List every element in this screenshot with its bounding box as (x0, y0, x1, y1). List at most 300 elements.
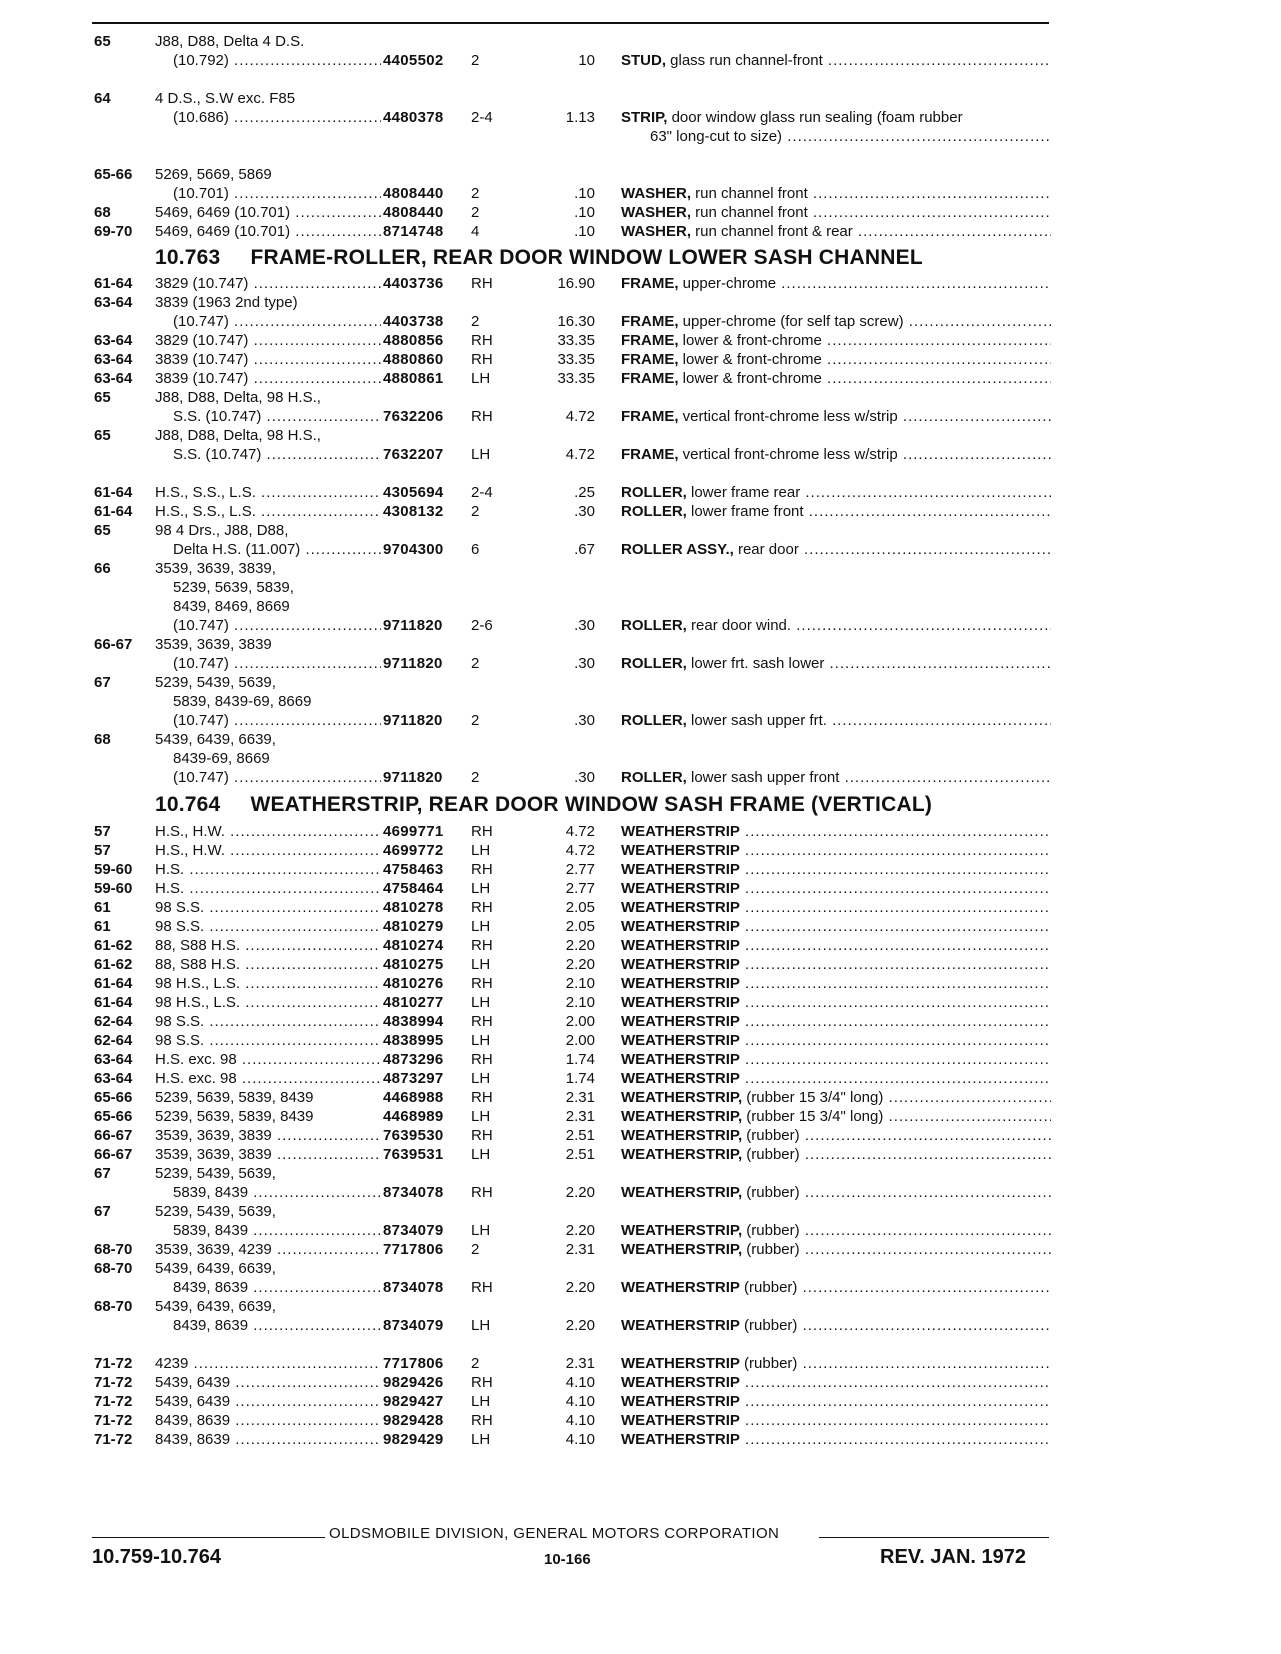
list-price: 33.35 (557, 351, 595, 368)
table-row (0, 502, 1281, 521)
part-number: 9711820 (383, 769, 443, 786)
model-application: H.S., S.S., L.S. ..... (155, 483, 381, 502)
quantity: 2-4 (471, 109, 493, 126)
part-name: WEATHERSTRIP (621, 1051, 740, 1068)
part-number: 4405502 (383, 52, 444, 69)
part-name: WEATHERSTRIP (621, 994, 740, 1011)
quantity: 2 (471, 503, 480, 520)
part-name: ROLLER ASSY., (621, 541, 734, 558)
footer-rule-right (819, 1537, 1049, 1538)
quantity: RH (471, 937, 493, 954)
model-year: 63-64 (94, 1070, 133, 1087)
list-price: 2.51 (565, 1146, 595, 1163)
model-application: (10.686) ..... (173, 108, 381, 127)
part-name: ROLLER, (621, 655, 687, 672)
model-year: 71-72 (94, 1431, 133, 1448)
model-application: 5239, 5439, 5639, (155, 674, 276, 691)
model-application: H.S. ..... (155, 879, 381, 898)
quantity: RH (471, 275, 493, 292)
quantity: 2 (471, 712, 480, 729)
part-name: WEATHERSTRIP (621, 899, 740, 916)
table-row (0, 597, 1281, 616)
part-name: WEATHERSTRIP (621, 1070, 740, 1087)
part-description (621, 1107, 1051, 1126)
part-name: WEATHERSTRIP (621, 1412, 740, 1429)
table-row (0, 578, 1281, 597)
table-row (0, 1373, 1281, 1392)
part-description (621, 1240, 1051, 1259)
list-price: .30 (574, 769, 595, 786)
model-application: 5439, 6439 ..... (155, 1373, 381, 1392)
part-description (621, 222, 1051, 241)
part-description (621, 350, 1051, 369)
section-number: 10.764 (155, 793, 221, 816)
quantity: 2 (471, 185, 480, 202)
part-name: WEATHERSTRIP, (621, 1127, 743, 1144)
part-name: WEATHERSTRIP (621, 975, 740, 992)
quantity: 2 (471, 1241, 480, 1258)
table-row (0, 483, 1281, 502)
model-year: 71-72 (94, 1412, 133, 1429)
model-year: 69-70 (94, 223, 133, 240)
table-row (0, 673, 1281, 692)
part-name: FRAME, (621, 332, 679, 349)
part-description (621, 184, 1051, 203)
table-row (0, 993, 1281, 1012)
table-row (0, 127, 1281, 146)
part-detail: (rubber) (742, 1146, 800, 1163)
table-row (0, 1392, 1281, 1411)
model-year: 68-70 (94, 1260, 133, 1277)
list-price: .10 (574, 204, 595, 221)
model-application: 98 H.S., L.S. ..... (155, 993, 381, 1012)
table-row (0, 540, 1281, 559)
part-number: 4810277 (383, 994, 444, 1011)
model-application: (10.747) ..... (173, 711, 381, 730)
part-number: 4403736 (383, 275, 444, 292)
part-detail: run channel front & rear (691, 223, 853, 240)
part-number: 8714748 (383, 223, 444, 240)
part-description (621, 540, 1051, 559)
list-price: 2.31 (565, 1241, 595, 1258)
table-row (0, 1183, 1281, 1202)
part-description (621, 1069, 1051, 1088)
quantity: RH (471, 1127, 493, 1144)
list-price: 33.35 (557, 370, 595, 387)
part-number: 4880856 (383, 332, 444, 349)
part-name: WEATHERSTRIP, (621, 1146, 743, 1163)
part-detail: lower & front-chrome (678, 370, 822, 387)
part-number: 7639531 (383, 1146, 444, 1163)
model-application: 5439, 6439 ..... (155, 1392, 381, 1411)
quantity: 2-6 (471, 617, 493, 634)
part-detail: upper-chrome (for self tap screw) (678, 313, 904, 330)
quantity: LH (471, 446, 491, 463)
model-year: 57 (94, 842, 111, 859)
part-detail: (rubber) (742, 1127, 800, 1144)
part-description (621, 974, 1051, 993)
table-row (0, 331, 1281, 350)
quantity: LH (471, 1146, 491, 1163)
model-year: 63-64 (94, 1051, 133, 1068)
part-name: WEATHERSTRIP (621, 1279, 740, 1296)
part-name: WEATHERSTRIP (621, 1013, 740, 1030)
part-name: FRAME, (621, 446, 679, 463)
table-row (0, 635, 1281, 654)
section-title: FRAME-ROLLER, REAR DOOR WINDOW LOWER SASH CHANNEL (250, 246, 923, 269)
model-year: 61-62 (94, 937, 133, 954)
table-row (0, 1107, 1281, 1126)
model-year: 61-64 (94, 275, 133, 292)
model-year: 62-64 (94, 1032, 133, 1049)
part-number: 4810278 (383, 899, 444, 916)
part-detail: (rubber) (739, 1355, 798, 1372)
table-row (0, 1069, 1281, 1088)
model-year: 59-60 (94, 861, 133, 878)
part-number: 8734078 (383, 1184, 444, 1201)
model-application: 98 H.S., L.S. ..... (155, 974, 381, 993)
quantity: LH (471, 1070, 491, 1087)
list-price: 4.72 (565, 842, 595, 859)
table-row (0, 312, 1281, 331)
model-year: 61-64 (94, 484, 133, 501)
quantity: LH (471, 994, 491, 1011)
part-detail: rear door (733, 541, 799, 558)
part-description (621, 108, 1051, 127)
table-row (0, 822, 1281, 841)
quantity: LH (471, 1222, 491, 1239)
part-name: WASHER, (621, 223, 692, 240)
list-price: 2.10 (565, 994, 595, 1011)
quantity: 2 (471, 204, 480, 221)
part-description (621, 860, 1051, 879)
part-number: 9829427 (383, 1393, 444, 1410)
model-application: 8439, 8639 ..... (155, 1411, 381, 1430)
list-price: 2.10 (565, 975, 595, 992)
list-price: .30 (574, 503, 595, 520)
table-row (0, 936, 1281, 955)
model-application: 98 S.S. ..... (155, 917, 381, 936)
part-description (621, 616, 1051, 635)
table-row (0, 445, 1281, 464)
list-price: 10 (578, 52, 595, 69)
model-year: 63-64 (94, 351, 133, 368)
part-number: 8734079 (383, 1317, 444, 1334)
quantity: RH (471, 1412, 493, 1429)
part-detail: lower sash upper front (686, 769, 840, 786)
part-name: FRAME, (621, 275, 679, 292)
model-year: 61-62 (94, 956, 133, 973)
list-price: 4.72 (565, 446, 595, 463)
model-year: 66-67 (94, 1146, 133, 1163)
part-number: 4808440 (383, 204, 444, 221)
list-price: 2.20 (565, 937, 595, 954)
model-application: 5239, 5439, 5639, (155, 1203, 276, 1220)
part-description (621, 331, 1051, 350)
section-number: 10.763 (155, 246, 221, 269)
part-name: FRAME, (621, 370, 679, 387)
quantity: 2 (471, 655, 480, 672)
table-row (0, 1145, 1281, 1164)
model-application: (10.701) ..... (173, 184, 381, 203)
part-description (621, 1145, 1051, 1164)
model-application: 8439, 8639 ..... (173, 1278, 381, 1297)
part-name: STRIP, (621, 109, 668, 126)
part-detail: run channel front (691, 185, 808, 202)
model-application: H.S. exc. 98 ..... (155, 1050, 381, 1069)
list-price: .25 (574, 484, 595, 501)
table-row (0, 1164, 1281, 1183)
part-description (621, 936, 1051, 955)
model-application: 3539, 3639, 3839, (155, 560, 276, 577)
model-application: 5839, 8439 ..... (173, 1221, 381, 1240)
model-year: 63-64 (94, 294, 133, 311)
part-detail: vertical front-chrome less w/strip (678, 446, 898, 463)
part-number: 4810275 (383, 956, 444, 973)
list-price: 4.72 (565, 408, 595, 425)
table-row (0, 1126, 1281, 1145)
model-year: 71-72 (94, 1393, 133, 1410)
part-description (621, 898, 1051, 917)
model-year: 67 (94, 1203, 111, 1220)
model-application: S.S. (10.747) ..... (173, 445, 381, 464)
model-year: 61-64 (94, 994, 133, 1011)
model-year: 68-70 (94, 1241, 133, 1258)
model-year: 65 (94, 522, 111, 539)
table-row (0, 654, 1281, 673)
part-description (621, 1126, 1051, 1145)
table-row (0, 350, 1281, 369)
part-detail: door window glass run sealing (foam rubber (667, 109, 963, 126)
quantity: LH (471, 1431, 491, 1448)
part-detail: lower sash upper frt. (686, 712, 827, 729)
model-application: H.S., H.W. ..... (155, 841, 381, 860)
part-detail: (rubber) (742, 1222, 800, 1239)
table-row (0, 1278, 1281, 1297)
table-row (0, 388, 1281, 407)
table-row (0, 841, 1281, 860)
model-application: 3829 (10.747) ..... (155, 331, 381, 350)
model-application: H.S., S.S., L.S. ..... (155, 502, 381, 521)
model-year: 68 (94, 731, 111, 748)
table-row (0, 711, 1281, 730)
quantity: RH (471, 899, 493, 916)
part-name: WEATHERSTRIP, (621, 1184, 743, 1201)
part-number: 7717806 (383, 1241, 444, 1258)
model-application: H.S. exc. 98 ..... (155, 1069, 381, 1088)
model-application: 4239 ..... (155, 1354, 381, 1373)
part-detail: rear door wind. (686, 617, 792, 634)
list-price: .67 (574, 541, 595, 558)
quantity: RH (471, 823, 493, 840)
model-application: 5439, 6439, 6639, (155, 731, 276, 748)
part-description (621, 1411, 1051, 1430)
model-application: 5839, 8439-69, 8669 (173, 693, 312, 710)
part-name: WEATHERSTRIP, (621, 1222, 743, 1239)
table-row (0, 1411, 1281, 1430)
list-price: 2.77 (565, 861, 595, 878)
part-description (621, 483, 1051, 502)
model-application: (10.747) ..... (173, 654, 381, 673)
part-number: 9711820 (383, 712, 443, 729)
table-row (0, 108, 1281, 127)
part-number: 8734079 (383, 1222, 444, 1239)
model-application: 3539, 3639, 3839 ..... (155, 1145, 381, 1164)
part-name: WEATHERSTRIP (621, 1393, 740, 1410)
model-application: 98 4 Drs., J88, D88, (155, 522, 289, 539)
part-number: 7632206 (383, 408, 444, 425)
list-price: 2.20 (565, 1184, 595, 1201)
part-name: WEATHERSTRIP (621, 1032, 740, 1049)
model-year: 61 (94, 899, 111, 916)
quantity: LH (471, 370, 491, 387)
part-description (621, 955, 1051, 974)
quantity: LH (471, 1108, 491, 1125)
model-application: 5239, 5639, 5839, (173, 579, 294, 596)
part-name: FRAME, (621, 351, 679, 368)
model-year: 66-67 (94, 636, 133, 653)
quantity: RH (471, 1013, 493, 1030)
list-price: .30 (574, 617, 595, 634)
part-description (621, 407, 1051, 426)
list-price: .10 (574, 185, 595, 202)
model-application: 8439, 8639 ..... (155, 1430, 381, 1449)
table-row (0, 1297, 1281, 1316)
model-year: 63-64 (94, 370, 133, 387)
model-application: 5439, 6439, 6639, (155, 1298, 276, 1315)
part-description (621, 369, 1051, 388)
quantity: RH (471, 408, 493, 425)
part-number: 4308132 (383, 503, 444, 520)
part-description (621, 51, 1051, 70)
quantity: LH (471, 1393, 491, 1410)
part-name: WEATHERSTRIP, (621, 1241, 743, 1258)
model-year: 61-64 (94, 975, 133, 992)
quantity: RH (471, 1051, 493, 1068)
part-detail: upper-chrome (678, 275, 777, 292)
part-number: 4880861 (383, 370, 444, 387)
model-application: (10.747) ..... (173, 312, 381, 331)
part-number: 4873297 (383, 1070, 444, 1087)
part-name: ROLLER, (621, 484, 687, 501)
model-application: J88, D88, Delta, 98 H.S., (155, 389, 321, 406)
part-name: WEATHERSTRIP (621, 842, 740, 859)
table-row (0, 51, 1281, 70)
part-number: 9704300 (383, 541, 444, 558)
quantity: LH (471, 880, 491, 897)
model-application: 3839 (1963 2nd type) (155, 294, 298, 311)
part-detail: run channel front (691, 204, 808, 221)
part-description (621, 1354, 1051, 1373)
model-application: S.S. (10.747) ..... (173, 407, 381, 426)
model-application: H.S., H.W. ..... (155, 822, 381, 841)
part-description (621, 711, 1051, 730)
part-name: ROLLER, (621, 769, 687, 786)
model-application: 8439, 8469, 8669 (173, 598, 290, 615)
table-row (0, 1012, 1281, 1031)
part-description (621, 879, 1051, 898)
model-application: 88, S88 H.S. ..... (155, 955, 381, 974)
table-row (0, 222, 1281, 241)
model-application: 3539, 3639, 3839 (155, 636, 272, 653)
model-year: 63-64 (94, 332, 133, 349)
part-number: 4468988 (383, 1089, 444, 1106)
part-number: 4699772 (383, 842, 444, 859)
list-price: .30 (574, 712, 595, 729)
model-application: 88, S88 H.S. ..... (155, 936, 381, 955)
part-name: WEATHERSTRIP (621, 1355, 740, 1372)
model-application: (10.792) ..... (173, 51, 381, 70)
part-number: 4480378 (383, 109, 444, 126)
quantity: 2 (471, 1355, 480, 1372)
list-price: 2.05 (565, 899, 595, 916)
model-application: 3839 (10.747) ..... (155, 369, 381, 388)
part-number: 4810279 (383, 918, 444, 935)
part-number: 4403738 (383, 313, 444, 330)
table-row (0, 426, 1281, 445)
part-name: ROLLER, (621, 617, 687, 634)
model-year: 71-72 (94, 1374, 133, 1391)
table-row (0, 1221, 1281, 1240)
part-number: 4808440 (383, 185, 444, 202)
part-description (621, 1430, 1051, 1449)
part-detail: (rubber) (739, 1317, 798, 1334)
list-price: 16.30 (557, 313, 595, 330)
part-name: WEATHERSTRIP (621, 823, 740, 840)
footer-rule-left (92, 1537, 325, 1538)
part-number: 4468989 (383, 1108, 444, 1125)
model-application: 4 D.S., S.W exc. F85 (155, 90, 296, 107)
part-name: ROLLER, (621, 503, 687, 520)
list-price: 4.72 (565, 823, 595, 840)
part-number: 4838994 (383, 1013, 444, 1030)
model-year: 57 (94, 823, 111, 840)
part-number: 7632207 (383, 446, 444, 463)
quantity: 2 (471, 52, 480, 69)
part-name: WEATHERSTRIP (621, 1431, 740, 1448)
table-row (0, 1259, 1281, 1278)
model-application: 5239, 5639, 5839, 8439 (155, 1089, 314, 1106)
part-detail: (rubber) (742, 1241, 800, 1258)
list-price: 16.90 (557, 275, 595, 292)
list-price: 4.10 (565, 1393, 595, 1410)
part-number: 9829426 (383, 1374, 444, 1391)
model-application: 3539, 3639, 3839 ..... (155, 1126, 381, 1145)
model-application: (10.747) ..... (173, 768, 381, 787)
part-name: WEATHERSTRIP (621, 1374, 740, 1391)
model-year: 59-60 (94, 880, 133, 897)
model-year: 65-66 (94, 1108, 133, 1125)
part-detail: (rubber) (739, 1279, 798, 1296)
model-application: H.S. ..... (155, 860, 381, 879)
footer-revision: REV. JAN. 1972 (880, 1546, 1027, 1568)
model-application: 98 S.S. ..... (155, 898, 381, 917)
part-description (621, 1373, 1051, 1392)
list-price: 4.10 (565, 1412, 595, 1429)
table-row (0, 730, 1281, 749)
quantity: RH (471, 1089, 493, 1106)
part-name: WEATHERSTRIP (621, 861, 740, 878)
part-description (621, 1031, 1051, 1050)
quantity: LH (471, 1317, 491, 1334)
table-row (0, 616, 1281, 635)
table-row (0, 1316, 1281, 1335)
table-row (0, 860, 1281, 879)
part-name: WASHER, (621, 204, 692, 221)
part-detail: (rubber 15 3/4" long) (742, 1108, 884, 1125)
model-year: 65 (94, 427, 111, 444)
table-row (0, 1202, 1281, 1221)
